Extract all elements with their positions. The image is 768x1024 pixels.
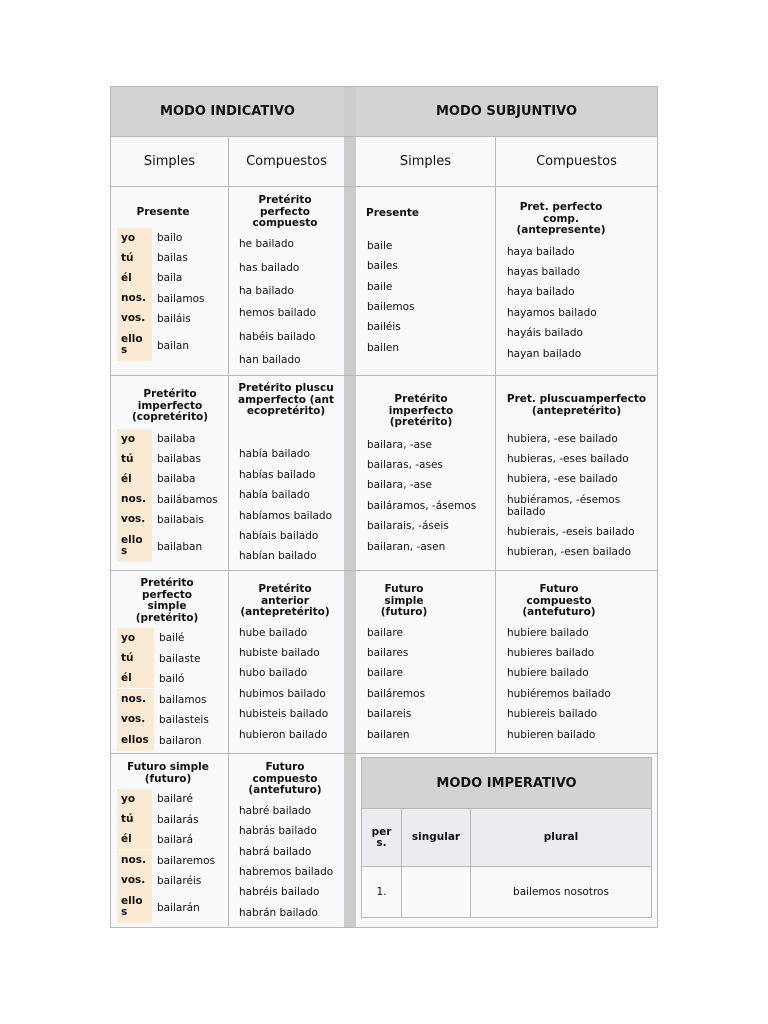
verb-form: baila xyxy=(157,272,183,284)
verb-form: habremos bailado xyxy=(239,866,334,878)
verb-form: bailaste xyxy=(159,653,201,665)
verb-form: hubiera, -ese bailado xyxy=(507,473,618,485)
verb-form: bailas xyxy=(157,252,188,264)
tense-title: Pretérito imperfecto (pretérito) xyxy=(388,393,454,428)
verb-form: habías bailado xyxy=(239,469,316,481)
verb-form: hubiéremos bailado xyxy=(507,688,611,700)
verb-form: baile xyxy=(367,281,393,293)
verb-form: bailabas xyxy=(157,453,201,465)
header-modo-subjuntivo: MODO SUBJUNTIVO xyxy=(356,87,657,136)
imperativo-pers-cell: 1. xyxy=(376,886,387,898)
verb-form: hayas bailado xyxy=(507,266,581,278)
pronoun-label: nos. xyxy=(117,288,152,308)
verb-form: habían bailado xyxy=(239,550,317,562)
pronoun-label: tú xyxy=(117,648,154,668)
pronoun-label: tú xyxy=(117,449,152,469)
tense-title: Futuro compuesto (antefuturo) xyxy=(248,761,322,796)
verb-form: bailasteis xyxy=(159,714,209,726)
tense-title: Pretérito perfecto compuesto xyxy=(252,194,318,229)
verb-form: hemos bailado xyxy=(239,307,317,319)
verb-form: habré bailado xyxy=(239,805,312,817)
subheader-simples-subjuntivo: Simples xyxy=(399,154,452,169)
pronoun-label: ellos xyxy=(117,328,152,361)
verb-form: habrá bailado xyxy=(239,846,312,858)
verb-form: bailáis xyxy=(157,313,191,325)
verb-form: había bailado xyxy=(239,448,310,460)
verb-form: han bailado xyxy=(239,354,301,366)
verb-form: hubierais, -eseis bailado xyxy=(507,526,635,538)
verb-form: bailaban xyxy=(157,541,203,553)
pronoun-label: él xyxy=(117,668,154,688)
verb-form: bailéis xyxy=(367,321,401,333)
verb-form: hubieron bailado xyxy=(239,729,328,741)
verb-form: hubieres bailado xyxy=(507,647,595,659)
verb-form: bailabais xyxy=(157,514,204,526)
pronoun-label: nos. xyxy=(117,489,152,509)
tense-title: Futuro compuesto (antefuturo) xyxy=(522,583,596,618)
column-header-pers-label: pers. xyxy=(371,825,392,849)
verb-form: bailaré xyxy=(157,793,193,805)
verb-form: bailan xyxy=(157,340,190,352)
verb-form: bailamos xyxy=(157,293,205,305)
pronoun-label: él xyxy=(117,829,152,849)
header-modo-imperativo: MODO IMPERATIVO xyxy=(362,758,651,808)
verb-form: habéis bailado xyxy=(239,331,316,343)
verb-form: he bailado xyxy=(239,238,294,250)
subheader-simples-indicativo: Simples xyxy=(143,154,196,169)
tense-title: Futuro simple (futuro) xyxy=(380,583,428,618)
verb-form: bailamos xyxy=(159,694,207,706)
column-header-plural: plural xyxy=(471,809,651,866)
verb-form: bailaréis xyxy=(157,875,202,887)
verb-form: bailaren xyxy=(367,729,410,741)
verb-form: bailaran, -asen xyxy=(367,541,446,553)
verb-form: bailaras, -ases xyxy=(367,459,443,471)
verb-form: baile xyxy=(367,240,393,252)
pronoun-label: yo xyxy=(117,228,152,248)
pronoun-label: vos. xyxy=(117,709,154,729)
tense-title: Pretérito perfecto simple (pretérito) xyxy=(135,577,199,624)
verb-form: hayáis bailado xyxy=(507,327,583,339)
verb-form: bailen xyxy=(367,342,400,354)
pronoun-label: él xyxy=(117,469,152,489)
verb-form: bailáramos, -ásemos xyxy=(367,500,477,512)
verb-form: bailara, -ase xyxy=(367,479,432,491)
subheader-compuestos-indicativo: Compuestos xyxy=(246,154,327,169)
grid-line xyxy=(228,137,229,927)
column-header-pers xyxy=(362,809,401,866)
verb-form: bailarás xyxy=(157,814,199,826)
column-header-singular: singular xyxy=(402,809,470,866)
column-separator xyxy=(344,87,356,927)
verb-form: bailo xyxy=(157,232,183,244)
pronoun-label: yo xyxy=(117,628,154,648)
verb-form: hayan bailado xyxy=(507,348,582,360)
tense-title: Presente xyxy=(366,207,419,219)
pronoun-label: tú xyxy=(117,248,152,268)
grid-line xyxy=(111,375,657,376)
verb-form: hube bailado xyxy=(239,627,308,639)
verb-form: bailemos xyxy=(367,301,415,313)
verb-form: hubiere bailado xyxy=(507,667,589,679)
verb-form: bailare xyxy=(367,627,403,639)
header-modo-indicativo: MODO INDICATIVO xyxy=(111,87,344,136)
verb-form: hayamos bailado xyxy=(507,307,597,319)
verb-form: habíais bailado xyxy=(239,530,319,542)
verb-form: hubieran, -esen bailado xyxy=(507,546,632,558)
grid-line xyxy=(111,570,657,571)
verb-form: había bailado xyxy=(239,489,310,501)
verb-form: bailábamos xyxy=(157,494,218,506)
verb-form: bailó xyxy=(159,673,185,685)
verb-form: haya bailado xyxy=(507,246,575,258)
tense-title: Pretérito anterior (antepretérito) xyxy=(240,583,330,618)
tense-title: Futuro simple (futuro) xyxy=(127,761,209,785)
pronoun-label: ellos xyxy=(117,729,154,751)
verb-form: ha bailado xyxy=(239,285,294,297)
pronoun-label: ellos xyxy=(117,529,152,562)
verb-form: bailara, -ase xyxy=(367,439,432,451)
grid-line xyxy=(111,186,657,187)
pronoun-label: nos. xyxy=(117,689,154,709)
verb-form: bailaba xyxy=(157,433,196,445)
verb-form: bailé xyxy=(159,632,185,644)
pronoun-label: nos. xyxy=(117,850,152,870)
verb-form: bailarais, -áseis xyxy=(367,520,449,532)
pronoun-label: vos. xyxy=(117,308,152,328)
verb-form: bailares xyxy=(367,647,409,659)
tense-title: Pretérito pluscuamperfecto (antecopretérito) xyxy=(237,382,335,417)
pronoun-label: tú xyxy=(117,809,152,829)
verb-form: hubo bailado xyxy=(239,667,308,679)
verb-form: hubiéramos, -ésemos bailado xyxy=(507,494,621,518)
grid-line xyxy=(111,136,657,137)
verb-form: bailare xyxy=(367,667,403,679)
verb-form: bailáremos xyxy=(367,688,426,700)
grid-line xyxy=(495,137,496,753)
pronoun-label: él xyxy=(117,268,152,288)
tense-title: Presente xyxy=(136,206,190,218)
verb-form: hubiste bailado xyxy=(239,647,320,659)
pronoun-label: yo xyxy=(117,789,152,809)
verb-form: haya bailado xyxy=(507,286,575,298)
verb-form: habrás bailado xyxy=(239,825,317,837)
verb-form: hubiereis bailado xyxy=(507,708,598,720)
tense-title: Pretérito imperfecto (copretérito) xyxy=(131,388,208,423)
pronoun-label: vos. xyxy=(117,870,152,890)
verb-form: bailarán xyxy=(157,902,200,914)
subheader-compuestos-subjuntivo: Compuestos xyxy=(536,154,617,169)
verb-form: bailaron xyxy=(159,735,202,747)
verb-form: hubiera, -ese bailado xyxy=(507,433,618,445)
verb-form: bailes xyxy=(367,260,398,272)
tense-title: Pret. perfecto comp. (antepresente) xyxy=(516,201,606,236)
verb-form: habrán bailado xyxy=(239,907,318,919)
verb-form: bailaba xyxy=(157,473,196,485)
imperativo-singular-cell xyxy=(402,867,470,917)
verb-form: hubiere bailado xyxy=(507,627,589,639)
verb-form: habíamos bailado xyxy=(239,510,333,522)
tense-title: Pret. pluscuamperfecto (antepretérito) xyxy=(506,393,647,417)
verb-form: hubieren bailado xyxy=(507,729,596,741)
verb-form: bailaremos xyxy=(157,855,216,867)
pronoun-label: vos. xyxy=(117,509,152,529)
verb-form: bailará xyxy=(157,834,194,846)
pronoun-label: ellos xyxy=(117,890,152,923)
verb-form: has bailado xyxy=(239,262,300,274)
verb-form: habréis bailado xyxy=(239,886,320,898)
verb-form: hubisteis bailado xyxy=(239,708,329,720)
imperativo-plural-cell: bailemos nosotros xyxy=(513,886,609,898)
verb-form: bailareis xyxy=(367,708,412,720)
verb-form: hubimos bailado xyxy=(239,688,326,700)
pronoun-label: yo xyxy=(117,429,152,449)
verb-form: hubieras, -eses bailado xyxy=(507,453,629,465)
